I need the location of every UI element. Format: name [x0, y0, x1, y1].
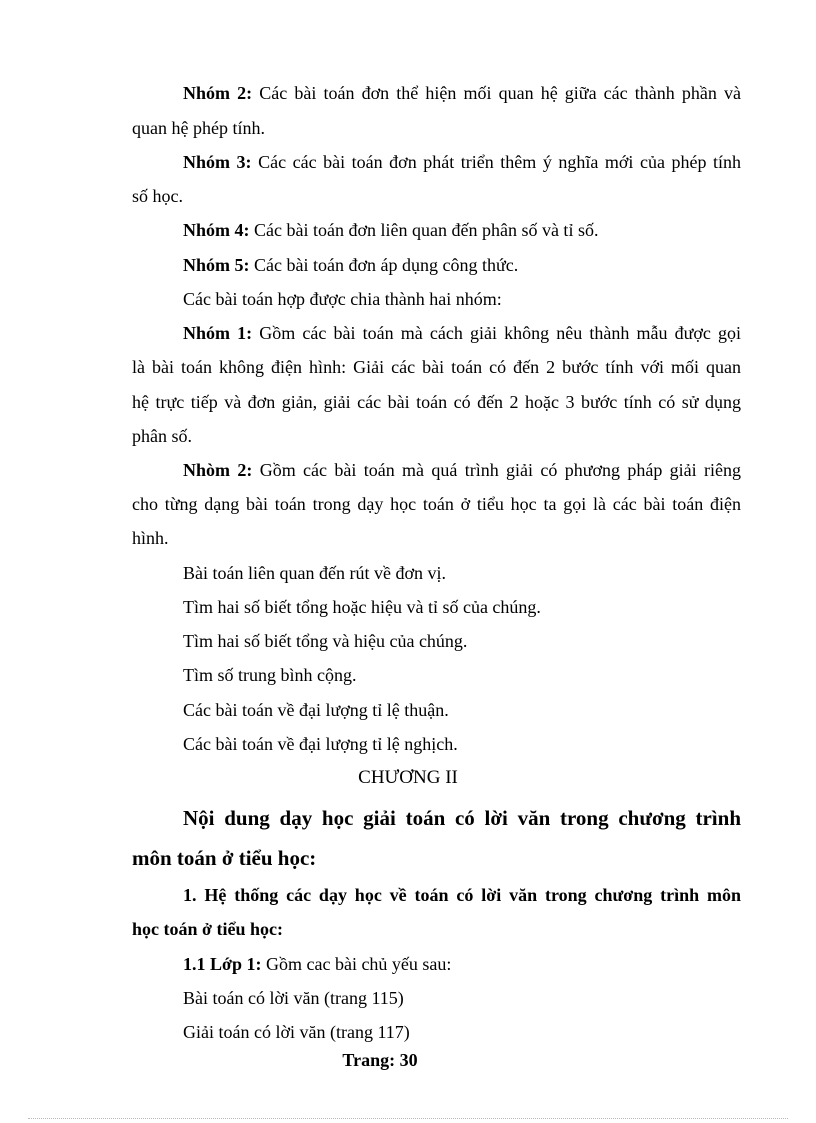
paragraph-nhom-4 [183, 219, 741, 241]
paragraph-lead: Nhóm 5: [183, 255, 250, 275]
paragraph-nhom-3-line-2: số học. [132, 186, 183, 206]
list-item: Bài toán có lời văn (trang 115) [183, 988, 404, 1008]
paragraph-nhom-2-line-1 [183, 82, 741, 104]
paragraph-lead: Nhóm 4: [183, 220, 250, 240]
paragraph-text: Các bài toán đơn thể hiện mối quan hệ giữa các thành phần và [252, 83, 741, 103]
paragraph-lead: Nhóm 1: [183, 323, 253, 343]
list-item: Tìm số trung bình cộng. [183, 665, 357, 685]
page-number: Trang: 30 [342, 1050, 418, 1070]
paragraph-nhom-2-line-2: quan hệ phép tính. [132, 118, 265, 138]
paragraph-compound-nhom-1-line-2: là bài toán không điện hình: Giải các bài toán có đến 2 bước tính với mối quan [132, 357, 741, 377]
subsection-text: Gồm cac bài chủ yếu sau: [261, 954, 452, 974]
paragraph-text: Gồm các bài toán mà quá trình giải có phương pháp giải riêng [252, 460, 742, 480]
paragraph-compound-nhom-1-line-1 [183, 322, 741, 344]
paragraph-lead: Nhòm 2: [183, 460, 253, 480]
paragraph-text: Các các bài toán đơn phát triển thêm ý nghĩa mới của phép tính [251, 152, 741, 172]
paragraph-nhom-5 [183, 254, 741, 276]
paragraph-compound-nhom-1-line-4: phân số. [132, 426, 192, 446]
paragraph-compound-nhom-1-line-3: hệ trực tiếp và đơn giản, giải các bài toán có đến 2 hoặc 3 bước tính có sử dụng [132, 392, 741, 412]
list-item: Các bài toán về đại lượng tỉ lệ nghịch. [183, 734, 458, 754]
paragraph-lead: Nhóm 3: [183, 152, 252, 172]
chapter-title-line-1: Nội dung dạy học giải toán có lời văn trong chương trình [183, 806, 741, 830]
section-heading-line-2: học toán ở tiểu học: [132, 919, 283, 939]
footer-divider [28, 1118, 788, 1119]
paragraph-text: Gồm các bài toán mà cách giải không nêu thành mẫu được gọi [252, 323, 741, 343]
paragraph-compound-intro: Các bài toán hợp được chia thành hai nhóm: [183, 289, 502, 309]
paragraph-lead: Nhóm 2: [183, 83, 253, 103]
paragraph-compound-nhom-2-line-2: cho từng dạng bài toán trong dạy học toán ở tiểu học ta gọi là các bài toán điện [132, 494, 741, 514]
paragraph-text: Các bài toán đơn liên quan đến phân số và tỉ số. [249, 220, 599, 240]
list-item: Tìm hai số biết tổng và hiệu của chúng. [183, 631, 468, 651]
section-heading-line-1: 1. Hệ thống các dạy học về toán có lời văn trong chương trình môn [183, 885, 741, 905]
list-item: Bài toán liên quan đến rút về đơn vị. [183, 563, 446, 583]
subsection-lead: 1.1 Lớp 1: [183, 954, 262, 974]
list-item: Giải toán có lời văn (trang 117) [183, 1022, 410, 1042]
paragraph-compound-nhom-2-line-3: hình. [132, 528, 169, 548]
chapter-label: CHƯƠNG II [358, 767, 458, 788]
paragraph-compound-nhom-2-line-1 [183, 459, 741, 481]
paragraph-nhom-3-line-1 [183, 151, 741, 173]
list-item: Các bài toán về đại lượng tỉ lệ thuận. [183, 700, 449, 720]
subsection-grade-1 [183, 953, 741, 975]
chapter-title-line-2: môn toán ở tiểu học: [132, 846, 317, 870]
paragraph-text: Các bài toán đơn áp dụng công thức. [249, 255, 519, 275]
list-item: Tìm hai số biết tổng hoặc hiệu và tỉ số của chúng. [183, 597, 541, 617]
